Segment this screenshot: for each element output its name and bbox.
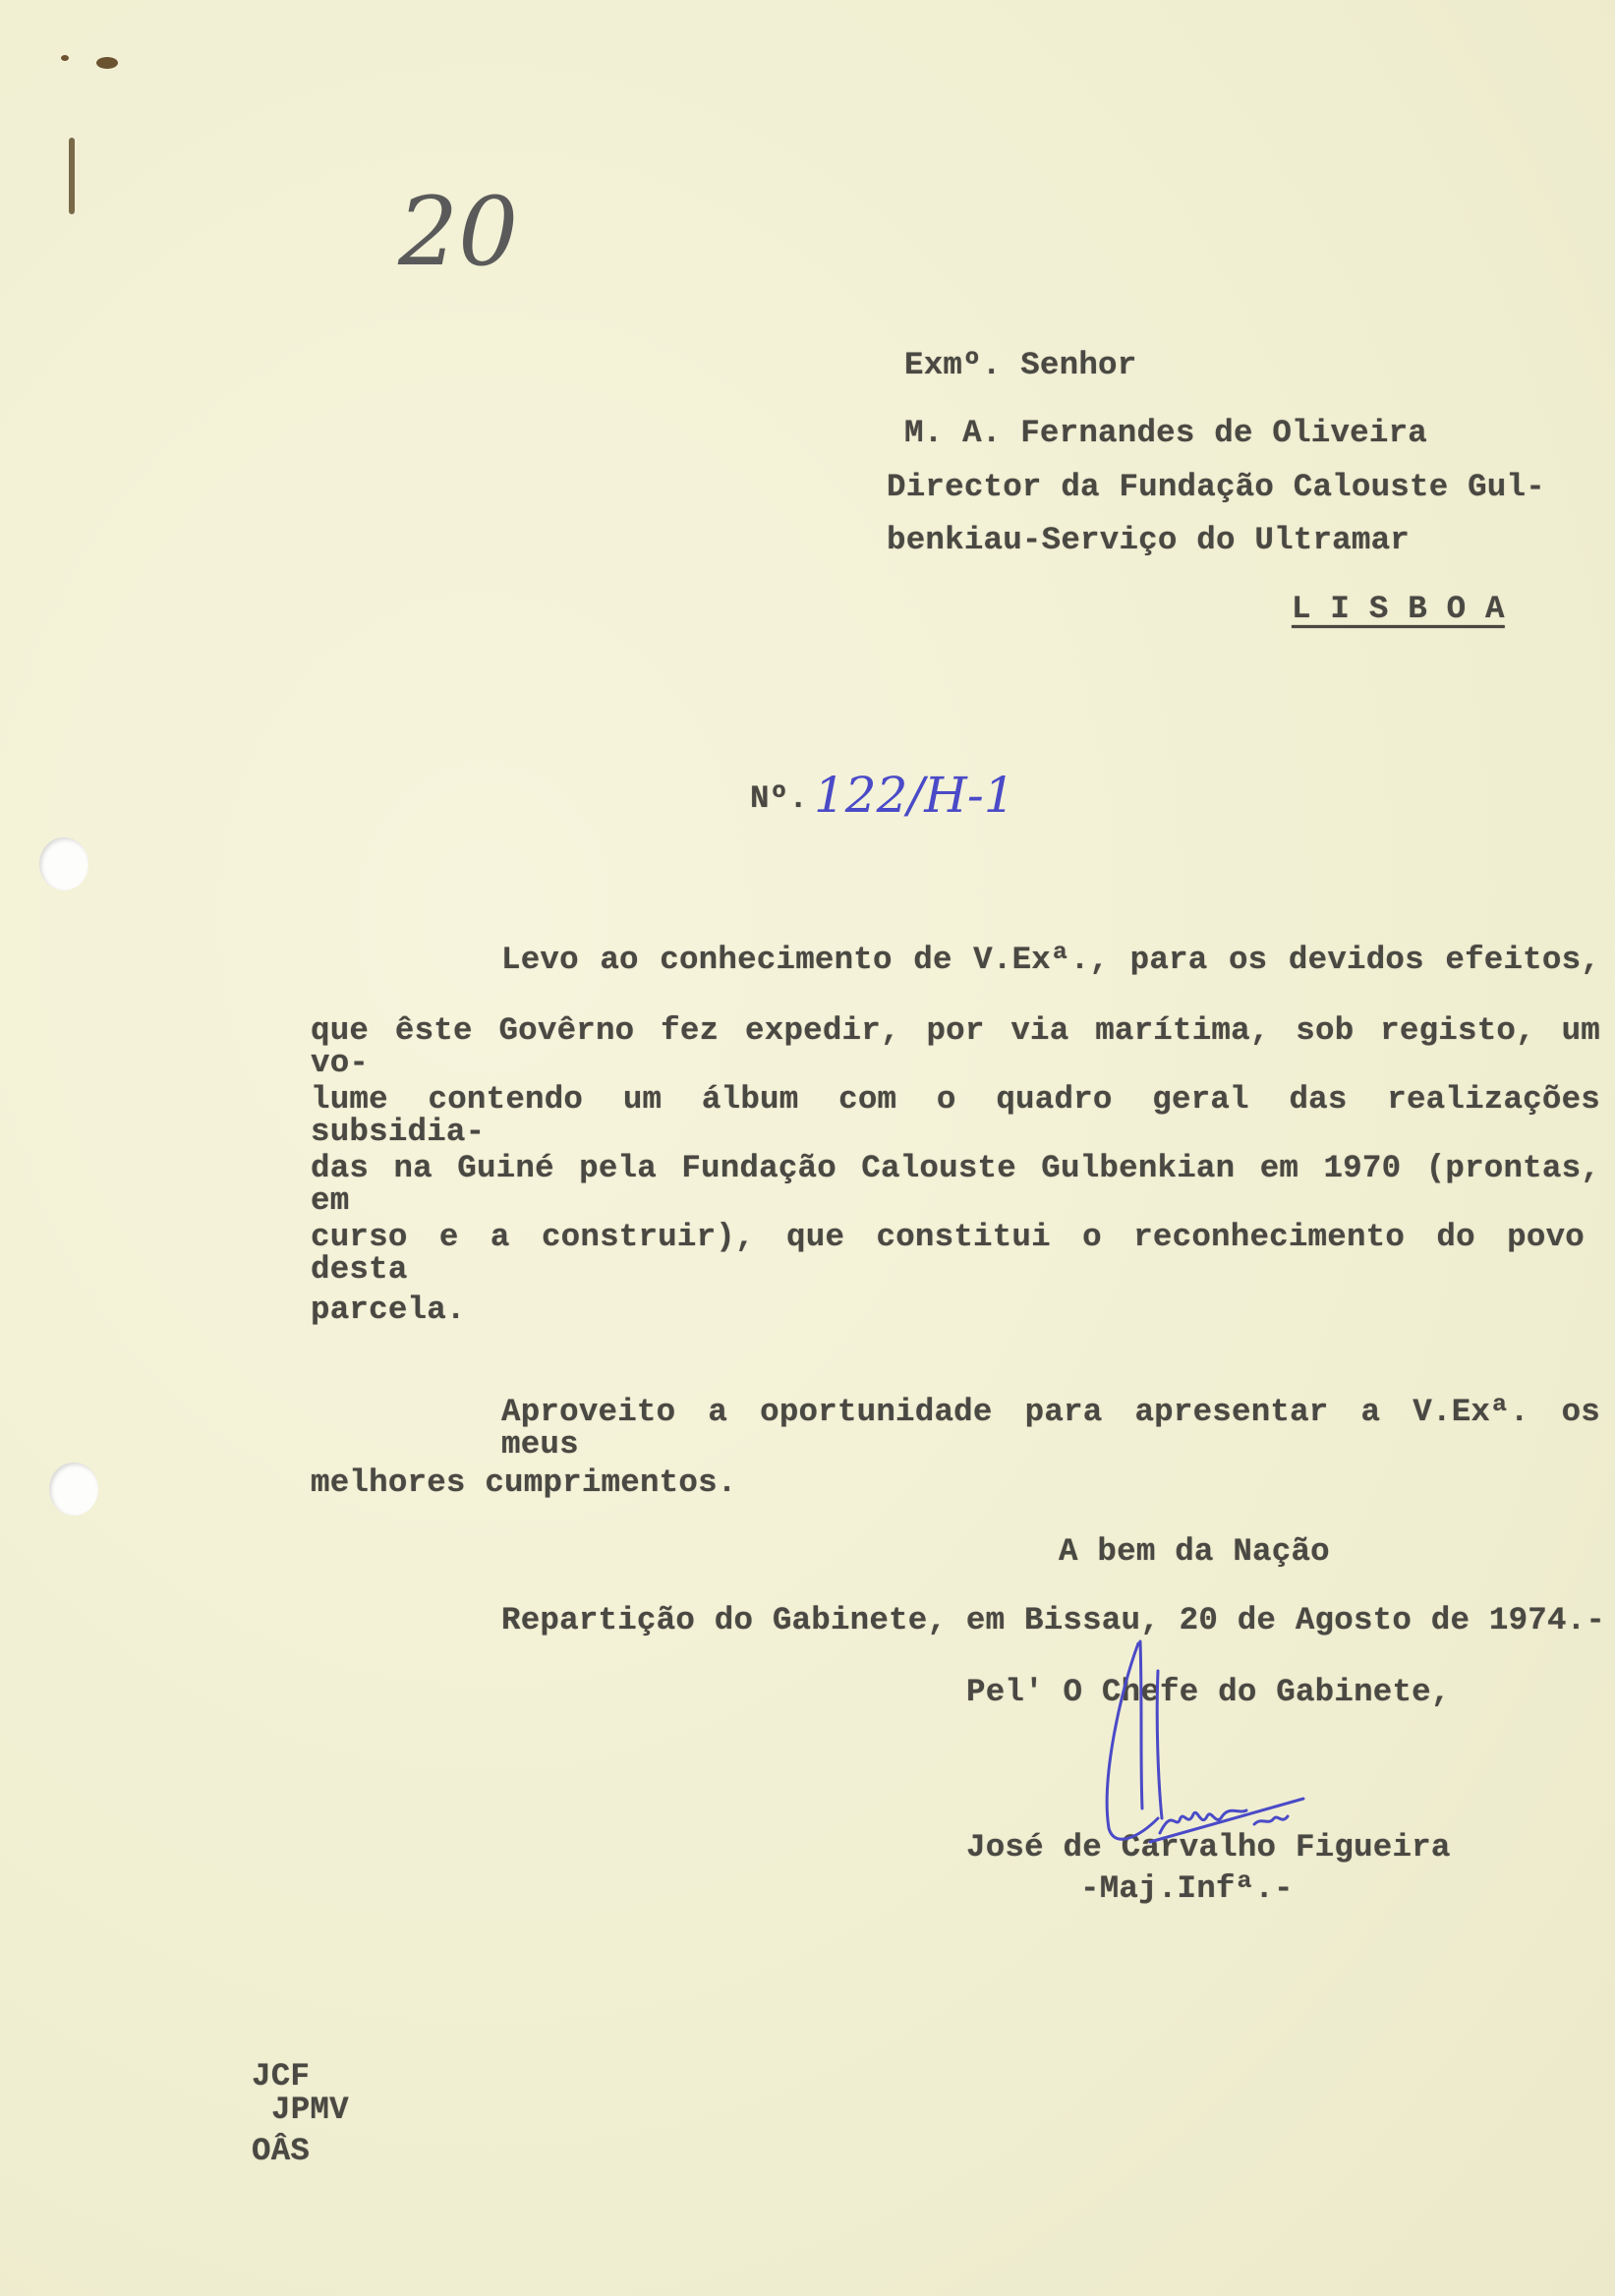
salutation: Exmº. Senhor bbox=[904, 347, 1137, 383]
initials-line: OÂS bbox=[252, 2133, 311, 2169]
punch-hole bbox=[39, 837, 88, 890]
body-line: Levo ao conhecimento de V.Exª., para os devidos efeitos, bbox=[501, 942, 1600, 978]
recipient-title-line2: benkiau-Serviço do Ultramar bbox=[887, 522, 1410, 558]
on-behalf-line: Pel' O Chefe do Gabinete, bbox=[966, 1674, 1451, 1710]
body-line: que êste Govêrno fez expedir, por via marítima, sob registo, um vo- bbox=[311, 1012, 1600, 1081]
handwritten-reference-number: 122/H-1 bbox=[814, 767, 1015, 824]
handwritten-signature bbox=[1081, 1632, 1376, 1867]
initials-line: JPMV bbox=[271, 2092, 349, 2128]
stain-mark bbox=[61, 55, 69, 61]
body-line: Aproveito a oportunidade para apresentar a V.Exª. os meus bbox=[501, 1394, 1600, 1463]
place-and-date: Repartição do Gabinete, em Bissau, 20 de Agosto de 1974.- bbox=[501, 1602, 1606, 1638]
punch-hole bbox=[49, 1463, 98, 1516]
recipient-city: L I S B O A bbox=[1292, 591, 1505, 627]
body-line: lume contendo um álbum com o quadro geral das realizações subsidia- bbox=[311, 1081, 1600, 1150]
stain-mark bbox=[96, 57, 118, 69]
handwritten-page-number: 20 bbox=[398, 177, 519, 287]
body-line: melhores cumprimentos. bbox=[311, 1464, 737, 1501]
closing-motto: A bem da Nação bbox=[1059, 1533, 1330, 1570]
initials-line: JCF bbox=[252, 2058, 311, 2095]
body-line: parcela. bbox=[311, 1292, 466, 1328]
staple-mark bbox=[69, 138, 75, 214]
signatory-rank: -Maj.Infª.- bbox=[1080, 1870, 1294, 1907]
body-line: das na Guiné pela Fundação Calouste Gulbenkian em 1970 (prontas, em bbox=[311, 1150, 1600, 1219]
signatory-name: José de Carvalho Figueira bbox=[966, 1829, 1451, 1866]
recipient-name: M. A. Fernandes de Oliveira bbox=[904, 415, 1427, 451]
reference-label: Nº. bbox=[750, 780, 809, 817]
body-line: curso e a construir), que constitui o reconhecimento do povo desta bbox=[311, 1219, 1585, 1288]
recipient-title-line1: Director da Fundação Calouste Gul- bbox=[887, 469, 1545, 505]
